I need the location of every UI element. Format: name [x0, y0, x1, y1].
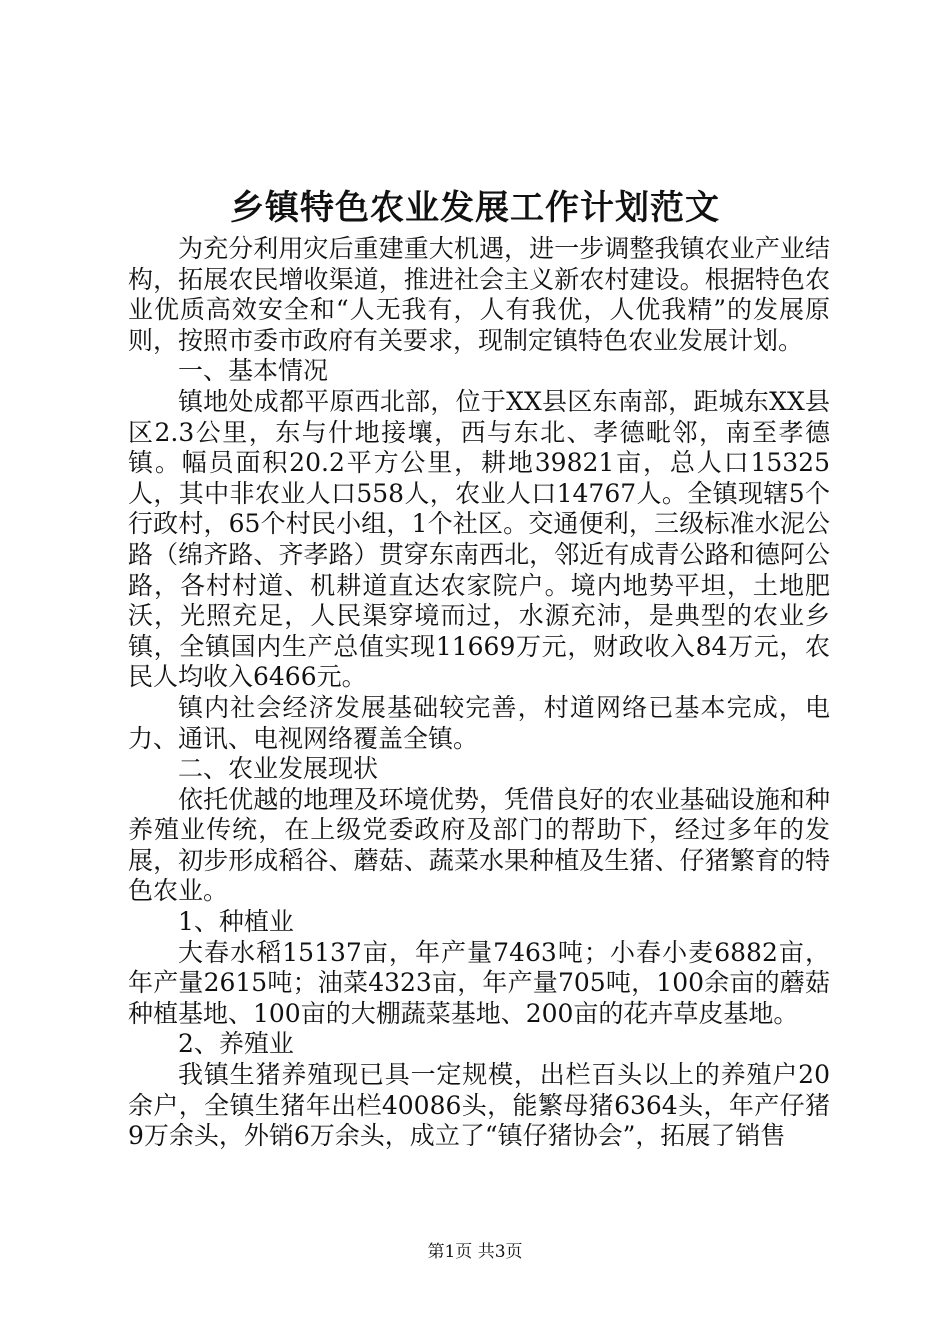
page-footer: 第1页 共3页: [427, 1242, 523, 1262]
paragraph-planting: 大春水稻15137亩，年产量7463吨；小春小麦6882亩，年产量2615吨；油菜4323亩，年产量705吨，100余亩的蘑菇种植基地、100亩的大棚蔬菜基地、200亩的花卉草皮基地。: [128, 937, 830, 1028]
paragraph-infrastructure: 镇内社会经济发展基础较完善，村道网络已基本完成，电力、通讯、电视网络覆盖全镇。: [128, 692, 830, 753]
paragraph-intro: 为充分利用灾后重建重大机遇，进一步调整我镇农业产业结构，拓展农民增收渠道，推进社会主义新农村建设。根据特色农业优质高效安全和“人无我有，人有我优，人优我精”的发展原则，按照市委市政府有关要求，现制定镇特色农业发展计划。: [128, 234, 830, 355]
paragraph-basic-situation: 镇地处成都平原西北部，位于XX县区东南部，距城东XX县区2.3公里，东与什地接壤，西与东北、孝德毗邻，南至孝德镇。幅员面积20.2平方公里，耕地39821亩，总人口15325人，其中非农业人口558人，农业人口14767人。全镇现辖5个行政村，65个村民小组，1个社区。交通便利，三级标准水泥公路（绵齐路、齐孝路）贯穿东南西北，邻近有成青公路和德阿公路，各村村道、机耕道直达农家院户。境内地势平坦，土地肥沃，光照充足，人民渠穿境而过，水源充沛，是典型的农业乡镇，全镇国内生产总值实现11669万元，财政收入84万元，农民人均收入6466元。: [128, 386, 830, 692]
subheading-planting: 1、种植业: [178, 907, 294, 937]
section-heading-basic-situation: 一、基本情况: [178, 356, 329, 386]
paragraph-agri-status: 依托优越的地理及环境优势，凭借良好的农业基础设施和种养殖业传统，在上级党委政府及部门的帮助下，经过多年的发展，初步形成稻谷、蘑菇、蔬菜水果种植及生猪、仔猪繁育的特色农业。: [128, 784, 830, 906]
paragraph-breeding: 我镇生猪养殖现已具一定规模，出栏百头以上的养殖户20余户，全镇生猪年出栏40086头，能繁母猪6364头，年产仔猪9万余头，外销6万余头，成立了“镇仔猪协会”，拓展了销售: [128, 1060, 830, 1151]
document-body: [128, 234, 830, 1152]
subheading-breeding: 2、养殖业: [178, 1029, 294, 1059]
section-heading-agri-status: 二、农业发展现状: [178, 754, 379, 784]
document-title: 乡镇特色农业发展工作计划范文: [230, 188, 720, 228]
